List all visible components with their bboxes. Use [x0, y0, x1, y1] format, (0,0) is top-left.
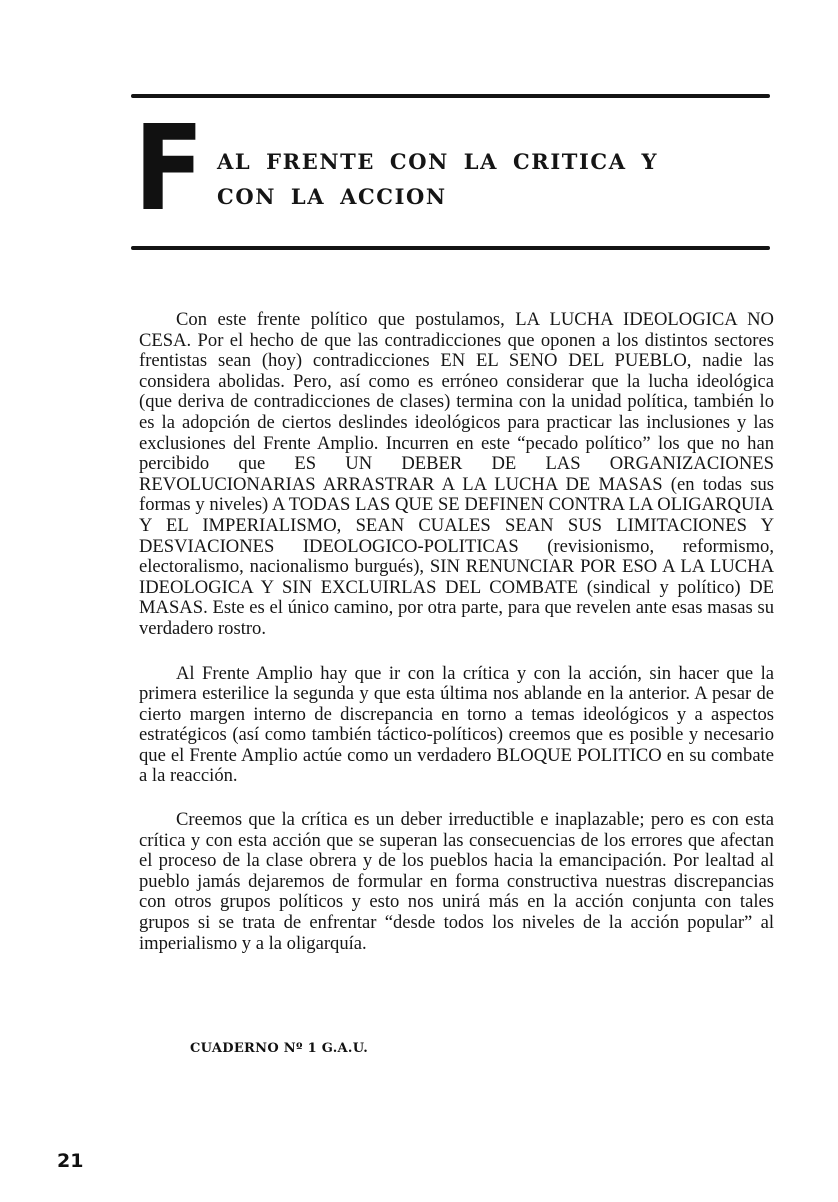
drop-letter-f	[134, 99, 204, 237]
page-number: 21	[57, 1150, 84, 1172]
paragraph: Creemos que la crítica es un deber irreductible e inaplazable; pero es con esta crítica y con esta acción que se superan las consecuencias de los errores que afectan el proceso de la clase obrera y de los pueblos hacia la emancipación. Por lealtad al pueblo jamás dejaremos de formular en forma constructiva nuestras discrepancias con otros grupos políticos y esto nos unirá más en la acción conjunta con tales grupos si se trata de enfrentar “desde todos los niveles de la acción popular” al imperialismo y a la oligarquía.	[139, 809, 774, 954]
article-body	[139, 310, 774, 954]
paragraph: Al Frente Amplio hay que ir con la crítica y con la acción, sin hacer que la primera esterilice la segunda y que esta última nos ablande en la anterior. A pesar de cierto margen interno de discrepancia en torno a temas ideológicos y a aspectos estratégicos (así como también táctico-políticos) creemos que es posible y necesario que el Frente Amplio actúe como un verdadero BLOQUE POLITICO en su combate a la reacción.	[139, 662, 774, 787]
article-title	[217, 144, 658, 214]
drop-letter-glyph: F	[134, 99, 204, 237]
top-rule	[131, 94, 770, 98]
title-line: AL FRENTE CON LA CRITICA Y	[217, 149, 659, 174]
bottom-rule	[131, 246, 770, 250]
source-signature: CUADERNO Nº 1 G.A.U.	[190, 1041, 369, 1056]
paragraph: Con este frente político que postulamos, LA LUCHA IDEOLOGICA NO CESA. Por el hecho de que las contradicciones que oponen a los distintos sectores frentistas sean (hoy) contradicciones EN EL SENO DEL PUEBLO, nadie las considera abolidas. Pero, así como es erróneo considerar que la lucha ideológica (que deriva de contradicciones de clases) termina con la unidad política, también lo es la adopción de ciertos deslindes ideológicos para practicar las inclusiones y las exclusiones del Frente Amplio. Incurren en este “pecado político” los que no han percibido que ES UN DEBER DE LAS ORGANIZACIONES REVOLUCIONARIAS ARRASTRAR A LA LUCHA DE MASAS (en todas sus formas y niveles) A TODAS LAS QUE SE DEFINEN CONTRA LA OLIGARQUIA Y EL IMPERIALISMO, SEAN CUALES SEAN SUS LIMITACIONES Y DESVIACIONES IDEOLOGICO-POLITICAS (revisionismo, reformismo, electoralismo, nacionalismo burgués), SIN RENUNCIAR POR ESO A LA LUCHA IDEOLOGICA Y SIN EXCLUIRLAS DEL COMBATE (sindical y político) DE MASAS. Este es el único camino, por otra parte, para que revelen ante esas masas su verdadero rostro.	[139, 309, 774, 639]
title-line: CON LA ACCION	[217, 184, 447, 209]
